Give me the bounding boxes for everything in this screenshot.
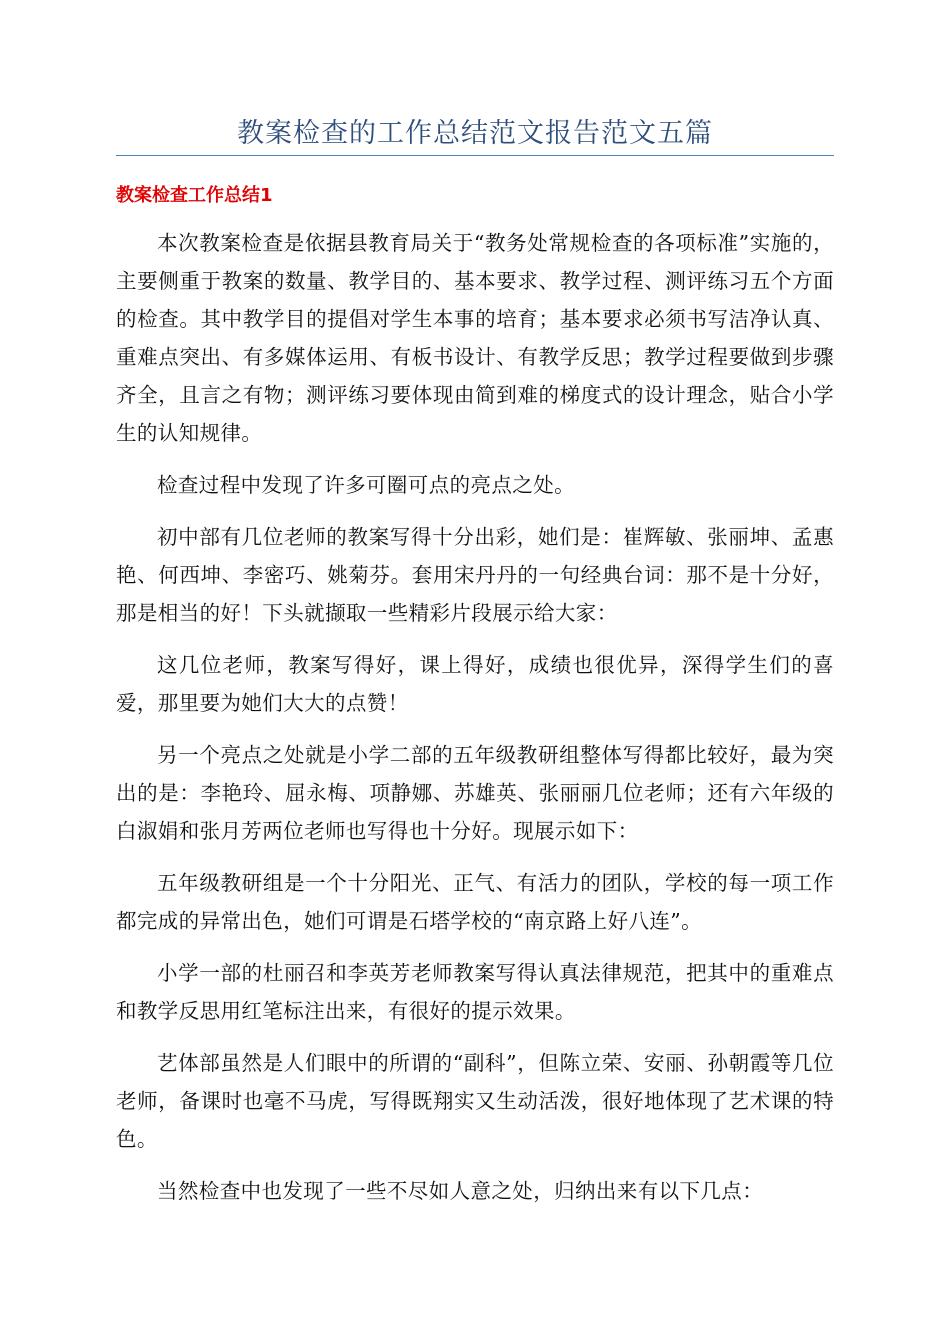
paragraph: 五年级教研组是一个十分阳光、正气、有活力的团队，学校的每一项工作都完成的异常出色，她们可谓是石塔学校的“南京路上好八连”。 — [116, 871, 834, 933]
section-heading: 教案检查工作总结1 — [116, 185, 273, 206]
paragraph: 另一个亮点之处就是小学二部的五年级教研组整体写得都比较好，最为突出的是：李艳玲、屈永梅、项静娜、苏雄英、张丽丽几位老师；还有六年级的白淑娟和张月芳两位老师也写得也十分好。现展示如下： — [116, 743, 834, 843]
document-body — [116, 224, 834, 1224]
paragraph: 初中部有几位老师的教案写得十分出彩，她们是：崔辉敏、张丽坤、孟惠艳、何西坤、李密巧、姚菊芬。套用宋丹丹的一句经典台词：那不是十分好，那是相当的好！下头就撷取一些精彩片段展示给大家： — [116, 525, 834, 625]
paragraph: 检查过程中发现了许多可圈可点的亮点之处。 — [157, 473, 575, 497]
title-underline — [116, 155, 834, 156]
paragraph: 当然检查中也发现了一些不尽如人意之处，归纳出来有以下几点： — [157, 1179, 764, 1203]
document-title: 教案检查的工作总结范文报告范文五篇 — [237, 118, 713, 149]
paragraph: 艺体部虽然是人们眼中的所谓的“副科”，但陈立荣、安丽、孙朝霞等几位老师，备课时也毫不马虎，写得既翔实又生动活泼，很好地体现了艺术课的特色。 — [116, 1051, 834, 1151]
paragraph: 这几位老师，教案写得好，课上得好，成绩也很优异，深得学生们的喜爱，那里要为她们大大的点赞！ — [116, 653, 834, 715]
paragraph: 小学一部的杜丽召和李英芳老师教案写得认真法律规范，把其中的重难点和教学反思用红笔标注出来，有很好的提示效果。 — [116, 961, 834, 1023]
paragraph: 本次教案检查是依据县教育局关于“教务处常规检查的各项标准”实施的，主要侧重于教案的数量、教学目的、基本要求、教学过程、测评练习五个方面的检查。其中教学目的提倡对学生本事的培育；基本要求必须书写洁净认真、重难点突出、有多媒体运用、有板书设计、有教学反思；教学过程要做到步骤齐全，且言之有物；测评练习要体现由简到难的梯度式的设计理念，贴合小学生的认知规律。 — [116, 231, 834, 445]
